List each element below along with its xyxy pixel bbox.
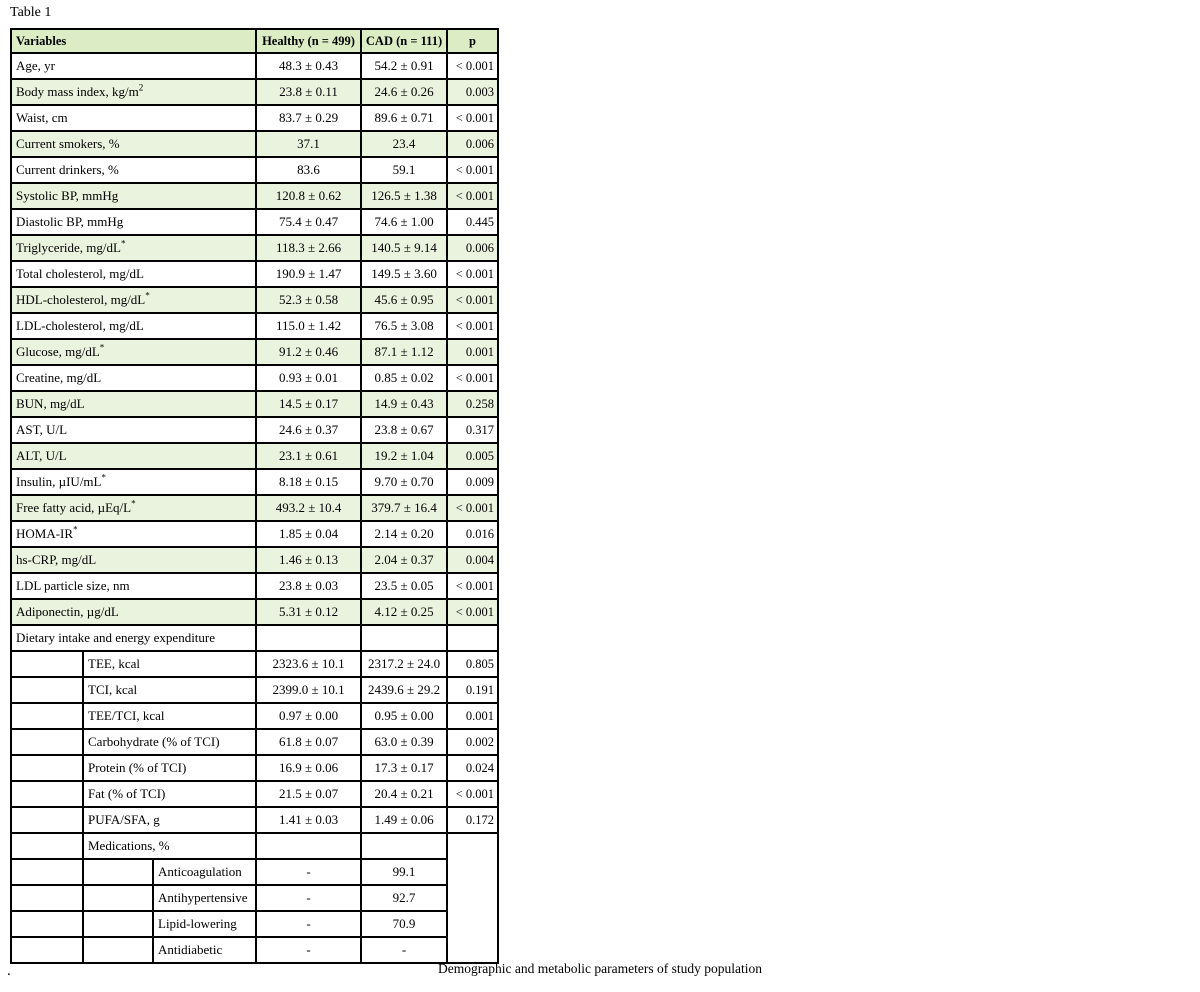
p-value-cell: 0.002 xyxy=(447,729,498,755)
variable-cell: TCI, kcal xyxy=(83,677,256,703)
indent-cell xyxy=(11,937,83,963)
table-row xyxy=(11,261,498,287)
healthy-value-cell: 14.5 ± 0.17 xyxy=(256,391,361,417)
superscript-marker: * xyxy=(101,472,106,483)
table-row xyxy=(11,157,498,183)
p-value-cell: < 0.001 xyxy=(447,287,498,313)
indent-cell xyxy=(83,885,153,911)
superscript-marker: * xyxy=(73,524,78,535)
table-row xyxy=(11,833,498,859)
indent-cell xyxy=(11,885,83,911)
variable-cell: TEE/TCI, kcal xyxy=(83,703,256,729)
table-row xyxy=(11,495,498,521)
table-row xyxy=(11,755,498,781)
superscript-marker: 2 xyxy=(138,82,144,93)
cad-value-cell: 54.2 ± 0.91 xyxy=(361,53,447,79)
cad-value-cell: 59.1 xyxy=(361,157,447,183)
p-value-cell: < 0.001 xyxy=(447,105,498,131)
variable-cell: Antihypertensive xyxy=(153,885,256,911)
cad-value-cell: 0.85 ± 0.02 xyxy=(361,365,447,391)
cad-value-cell: 0.95 ± 0.00 xyxy=(361,703,447,729)
p-value-cell: 0.445 xyxy=(447,209,498,235)
cad-value-cell: 149.5 ± 3.60 xyxy=(361,261,447,287)
table-caption: Demographic and metabolic parameters of study population xyxy=(438,961,762,976)
column-header-p: p xyxy=(447,29,498,53)
cad-value-cell: 23.4 xyxy=(361,131,447,157)
superscript-marker: * xyxy=(145,290,150,301)
variable-cell: Antidiabetic xyxy=(153,937,256,963)
cad-value-cell: 23.8 ± 0.67 xyxy=(361,417,447,443)
variable-cell: Lipid-lowering xyxy=(153,911,256,937)
table-row xyxy=(11,573,498,599)
p-value-cell: 0.258 xyxy=(447,391,498,417)
variable-cell: Adiponectin, µg/dL xyxy=(11,599,256,625)
cad-value-cell: 140.5 ± 9.14 xyxy=(361,235,447,261)
healthy-value-cell: 0.93 ± 0.01 xyxy=(256,365,361,391)
healthy-value-cell: 5.31 ± 0.12 xyxy=(256,599,361,625)
p-value-cell: 0.006 xyxy=(447,235,498,261)
healthy-value-cell: 23.8 ± 0.03 xyxy=(256,573,361,599)
table-row xyxy=(11,417,498,443)
healthy-value-cell: 0.97 ± 0.00 xyxy=(256,703,361,729)
table-row xyxy=(11,209,498,235)
table-row xyxy=(11,443,498,469)
cad-value-cell: 1.49 ± 0.06 xyxy=(361,807,447,833)
superscript-marker: * xyxy=(99,342,105,353)
healthy-value-cell: 16.9 ± 0.06 xyxy=(256,755,361,781)
variable-cell: Body mass index, $kg/m^2$ xyxy=(11,79,256,105)
p-value-cell: 0.003 xyxy=(447,79,498,105)
variable-cell: BUN, mg/dL xyxy=(11,391,256,417)
table-row xyxy=(11,729,498,755)
healthy-value-cell: 1.41 ± 0.03 xyxy=(256,807,361,833)
healthy-value-cell: 24.6 ± 0.37 xyxy=(256,417,361,443)
p-value-cell: 0.001 xyxy=(447,703,498,729)
healthy-value-cell: 2323.6 ± 10.1 xyxy=(256,651,361,677)
cad-value-cell xyxy=(361,625,447,651)
table-row xyxy=(11,521,498,547)
variable-cell: Waist, cm xyxy=(11,105,256,131)
healthy-value-cell: 91.2 ± 0.46 xyxy=(256,339,361,365)
p-value-cell: < 0.001 xyxy=(447,495,498,521)
p-value-cell: 0.004 xyxy=(447,547,498,573)
table-row xyxy=(11,781,498,807)
p-value-cell: 0.317 xyxy=(447,417,498,443)
variable-cell: HDL-cholesterol, mg/dL* xyxy=(11,287,256,313)
p-value-cell: < 0.001 xyxy=(447,53,498,79)
variable-cell: Current drinkers, % xyxy=(11,157,256,183)
healthy-value-cell: 120.8 ± 0.62 xyxy=(256,183,361,209)
healthy-value-cell: - xyxy=(256,937,361,963)
healthy-value-cell: 52.3 ± 0.58 xyxy=(256,287,361,313)
p-value-cell: 0.024 xyxy=(447,755,498,781)
p-value-cell: < 0.001 xyxy=(447,313,498,339)
table-row xyxy=(11,53,498,79)
cad-value-cell: 23.5 ± 0.05 xyxy=(361,573,447,599)
cad-value-cell: 9.70 ± 0.70 xyxy=(361,469,447,495)
healthy-value-cell: - xyxy=(256,859,361,885)
cad-value-cell: 45.6 ± 0.95 xyxy=(361,287,447,313)
indent-cell xyxy=(11,651,83,677)
variable-cell: Age, yr xyxy=(11,53,256,79)
variable-cell: PUFA/SFA, g xyxy=(83,807,256,833)
healthy-value-cell xyxy=(256,833,361,859)
cad-value-cell: 92.7 xyxy=(361,885,447,911)
table-row xyxy=(11,885,498,911)
indent-cell xyxy=(83,937,153,963)
variable-cell: Diastolic BP, mmHg xyxy=(11,209,256,235)
superscript-marker: * xyxy=(120,238,126,249)
healthy-value-cell: - xyxy=(256,911,361,937)
p-value-cell: < 0.001 xyxy=(447,599,498,625)
table-row xyxy=(11,79,498,105)
healthy-value-cell: 23.8 ± 0.11 xyxy=(256,79,361,105)
indent-cell xyxy=(11,833,83,859)
cad-value-cell: 99.1 xyxy=(361,859,447,885)
indent-cell xyxy=(11,703,83,729)
p-value-cell: 0.805 xyxy=(447,651,498,677)
cad-value-cell: 19.2 ± 1.04 xyxy=(361,443,447,469)
healthy-value-cell: 48.3 ± 0.43 xyxy=(256,53,361,79)
healthy-value-cell: 1.46 ± 0.13 xyxy=(256,547,361,573)
healthy-value-cell: 1.85 ± 0.04 xyxy=(256,521,361,547)
table-row xyxy=(11,911,498,937)
healthy-value-cell: 190.9 ± 1.47 xyxy=(256,261,361,287)
table-row xyxy=(11,469,498,495)
table-row xyxy=(11,807,498,833)
table-row xyxy=(11,105,498,131)
table-row xyxy=(11,287,498,313)
healthy-value-cell: 115.0 ± 1.42 xyxy=(256,313,361,339)
healthy-value-cell: 8.18 ± 0.15 xyxy=(256,469,361,495)
cad-value-cell: 14.9 ± 0.43 xyxy=(361,391,447,417)
p-value-cell: < 0.001 xyxy=(447,781,498,807)
table-row xyxy=(11,391,498,417)
healthy-value-cell: 23.1 ± 0.61 xyxy=(256,443,361,469)
healthy-value-cell: 21.5 ± 0.07 xyxy=(256,781,361,807)
table-row xyxy=(11,625,498,651)
indent-cell xyxy=(83,859,153,885)
variable-cell: TEE, kcal xyxy=(83,651,256,677)
cad-value-cell: 379.7 ± 16.4 xyxy=(361,495,447,521)
variable-cell: AST, U/L xyxy=(11,417,256,443)
p-value-cell xyxy=(447,625,498,651)
variable-cell: LDL-cholesterol, mg/dL xyxy=(11,313,256,339)
cad-value-cell xyxy=(361,833,447,859)
variable-cell: Glucose, mg/dL* xyxy=(11,339,256,365)
healthy-value-cell: 75.4 ± 0.47 xyxy=(256,209,361,235)
healthy-value-cell: 2399.0 ± 10.1 xyxy=(256,677,361,703)
variable-cell: Current smokers, % xyxy=(11,131,256,157)
cad-value-cell: 89.6 ± 0.71 xyxy=(361,105,447,131)
variable-cell: hs-CRP, mg/dL xyxy=(11,547,256,573)
table-body xyxy=(11,53,498,963)
cad-value-cell: 76.5 ± 3.08 xyxy=(361,313,447,339)
stray-period: . xyxy=(7,963,11,979)
table-row xyxy=(11,703,498,729)
variable-cell: Total cholesterol, mg/dL xyxy=(11,261,256,287)
cad-value-cell: 126.5 ± 1.38 xyxy=(361,183,447,209)
table-row xyxy=(11,313,498,339)
table-row xyxy=(11,365,498,391)
data-table xyxy=(10,28,499,964)
table-row xyxy=(11,339,498,365)
table-row xyxy=(11,547,498,573)
p-value-cell: 0.191 xyxy=(447,677,498,703)
variable-cell: ALT, U/L xyxy=(11,443,256,469)
cad-value-cell: 74.6 ± 1.00 xyxy=(361,209,447,235)
cad-value-cell: - xyxy=(361,937,447,963)
healthy-value-cell: 61.8 ± 0.07 xyxy=(256,729,361,755)
variable-cell: Insulin, µIU/mL* xyxy=(11,469,256,495)
variable-cell: Medications, % xyxy=(83,833,256,859)
column-header-cad: CAD (n = 111) xyxy=(361,29,447,53)
table-row xyxy=(11,651,498,677)
p-value-cell: < 0.001 xyxy=(447,183,498,209)
cad-value-cell: 2.04 ± 0.37 xyxy=(361,547,447,573)
p-value-cell: 0.006 xyxy=(447,131,498,157)
cad-value-cell: 63.0 ± 0.39 xyxy=(361,729,447,755)
variable-cell: Protein (% of TCI) xyxy=(83,755,256,781)
p-value-cell: 0.005 xyxy=(447,443,498,469)
cad-value-cell: 24.6 ± 0.26 xyxy=(361,79,447,105)
indent-cell xyxy=(11,911,83,937)
healthy-value-cell xyxy=(256,625,361,651)
variable-cell: Triglyceride, mg/dL* xyxy=(11,235,256,261)
p-value-cell: < 0.001 xyxy=(447,365,498,391)
table-row xyxy=(11,859,498,885)
variable-cell: Anticoagulation xyxy=(153,859,256,885)
table-row xyxy=(11,599,498,625)
table-row xyxy=(11,235,498,261)
column-header-variables: Variables xyxy=(11,29,256,53)
p-value-cell: 0.172 xyxy=(447,807,498,833)
cad-value-cell: 70.9 xyxy=(361,911,447,937)
column-header-healthy: Healthy (n = 499) xyxy=(256,29,361,53)
cad-value-cell: 2439.6 ± 29.2 xyxy=(361,677,447,703)
table-row xyxy=(11,677,498,703)
variable-cell: Fat (% of TCI) xyxy=(83,781,256,807)
indent-cell xyxy=(11,729,83,755)
p-value-cell: < 0.001 xyxy=(447,157,498,183)
healthy-value-cell: 83.7 ± 0.29 xyxy=(256,105,361,131)
healthy-value-cell: 118.3 ± 2.66 xyxy=(256,235,361,261)
p-value-cell: 0.001 xyxy=(447,339,498,365)
cad-value-cell: 2317.2 ± 24.0 xyxy=(361,651,447,677)
healthy-value-cell: 493.2 ± 10.4 xyxy=(256,495,361,521)
variable-cell: Dietary intake and energy expenditure xyxy=(11,625,256,651)
indent-cell xyxy=(11,781,83,807)
healthy-value-cell: 83.6 xyxy=(256,157,361,183)
indent-cell xyxy=(83,911,153,937)
table-title: Table 1 xyxy=(10,5,52,20)
cad-value-cell: 4.12 ± 0.25 xyxy=(361,599,447,625)
healthy-value-cell: 37.1 xyxy=(256,131,361,157)
superscript-marker: * xyxy=(131,498,136,509)
header-row xyxy=(11,29,498,53)
variable-cell: LDL particle size, nm xyxy=(11,573,256,599)
p-value-cell: < 0.001 xyxy=(447,261,498,287)
variable-cell: Free fatty acid, µEq/L* xyxy=(11,495,256,521)
table-row xyxy=(11,937,498,963)
cad-value-cell: 20.4 ± 0.21 xyxy=(361,781,447,807)
table-row xyxy=(11,131,498,157)
indent-cell xyxy=(11,807,83,833)
indent-cell xyxy=(11,755,83,781)
variable-cell: Carbohydrate (% of TCI) xyxy=(83,729,256,755)
cad-value-cell: 2.14 ± 0.20 xyxy=(361,521,447,547)
indent-cell xyxy=(11,677,83,703)
variable-cell: HOMA-IR* xyxy=(11,521,256,547)
healthy-value-cell: - xyxy=(256,885,361,911)
variable-cell: Creatine, mg/dL xyxy=(11,365,256,391)
p-value-cell: 0.009 xyxy=(447,469,498,495)
p-value-cell xyxy=(447,833,498,963)
cad-value-cell: 87.1 ± 1.12 xyxy=(361,339,447,365)
cad-value-cell: 17.3 ± 0.17 xyxy=(361,755,447,781)
variable-cell: Systolic BP, mmHg xyxy=(11,183,256,209)
table-row xyxy=(11,183,498,209)
p-value-cell: 0.016 xyxy=(447,521,498,547)
p-value-cell: < 0.001 xyxy=(447,573,498,599)
indent-cell xyxy=(11,859,83,885)
